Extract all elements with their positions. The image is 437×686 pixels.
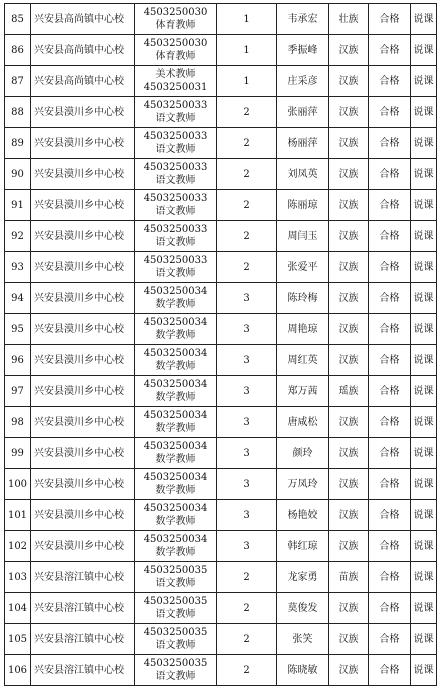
- table-row: [5, 438, 437, 469]
- candidate-name-cell: 陈玲梅: [277, 283, 329, 314]
- post-code-line1: 4503250033: [143, 162, 208, 173]
- table-row: [5, 500, 437, 531]
- exam-form-cell: 说课: [411, 469, 437, 500]
- hire-count-cell: 2: [217, 159, 277, 190]
- exam-form-cell: 说课: [411, 128, 437, 159]
- post-code-cell: [135, 159, 217, 190]
- post-code-line2: 体育教师: [155, 20, 196, 31]
- school-cell: 兴安县溶江镇中心校: [31, 593, 135, 624]
- result-cell: 合格: [369, 159, 411, 190]
- school-cell: 兴安县漠川乡中心校: [31, 407, 135, 438]
- post-code-line2: 数学教师: [155, 485, 196, 496]
- ethnicity-cell: 汉族: [329, 283, 369, 314]
- post-code-line2: 体育教师: [155, 51, 196, 62]
- result-cell: 合格: [369, 97, 411, 128]
- hire-count-cell: 2: [217, 562, 277, 593]
- exam-form-cell: 说课: [411, 593, 437, 624]
- post-code-cell: [135, 97, 217, 128]
- table-row: [5, 531, 437, 562]
- post-code-line2: 语文教师: [155, 578, 196, 589]
- candidate-name-cell: 周艳琼: [277, 314, 329, 345]
- school-cell: 兴安县漠川乡中心校: [31, 531, 135, 562]
- hire-count-cell: 3: [217, 314, 277, 345]
- row-number-cell: 103: [5, 562, 31, 593]
- result-cell: 合格: [369, 562, 411, 593]
- post-code-line2: 数学教师: [155, 361, 196, 372]
- ethnicity-cell: 汉族: [329, 252, 369, 283]
- post-code-line2: 语文教师: [155, 206, 196, 217]
- row-number-cell: 106: [5, 655, 31, 686]
- post-code-line2: 语文教师: [155, 609, 196, 620]
- post-code-line2: 语文教师: [155, 237, 196, 248]
- result-cell: 合格: [369, 469, 411, 500]
- row-number-cell: 98: [5, 407, 31, 438]
- post-code-line2: 语文教师: [155, 640, 196, 651]
- school-cell: 兴安县高尚镇中心校: [31, 35, 135, 66]
- post-code-cell: [135, 407, 217, 438]
- row-number-cell: 87: [5, 66, 31, 97]
- table-row: [5, 624, 437, 655]
- post-code-cell: [135, 345, 217, 376]
- candidate-name-cell: 陈丽琼: [277, 190, 329, 221]
- table-row: [5, 4, 437, 35]
- post-code-cell: [135, 35, 217, 66]
- row-number-cell: 93: [5, 252, 31, 283]
- ethnicity-cell: 汉族: [329, 97, 369, 128]
- exam-form-cell: 说课: [411, 407, 437, 438]
- candidate-name-cell: 张笑: [277, 624, 329, 655]
- result-cell: 合格: [369, 283, 411, 314]
- school-cell: 兴安县漠川乡中心校: [31, 438, 135, 469]
- school-cell: 兴安县漠川乡中心校: [31, 500, 135, 531]
- table-row: [5, 655, 437, 686]
- candidate-name-cell: 唐咸松: [277, 407, 329, 438]
- ethnicity-cell: 壮族: [329, 4, 369, 35]
- post-code-line2: 数学教师: [155, 454, 196, 465]
- exam-form-cell: 说课: [411, 190, 437, 221]
- ethnicity-cell: 汉族: [329, 35, 369, 66]
- hire-count-cell: 3: [217, 500, 277, 531]
- post-code-line1: 美术教师: [155, 69, 196, 80]
- table-row: [5, 407, 437, 438]
- school-cell: 兴安县漠川乡中心校: [31, 190, 135, 221]
- ethnicity-cell: 汉族: [329, 469, 369, 500]
- post-code-line2: 语文教师: [155, 175, 196, 186]
- post-code-line1: 4503250034: [143, 534, 208, 545]
- post-code-cell: [135, 190, 217, 221]
- candidate-name-cell: 张丽萍: [277, 97, 329, 128]
- exam-form-cell: 说课: [411, 655, 437, 686]
- post-code-line1: 4503250034: [143, 472, 208, 483]
- row-number-cell: 99: [5, 438, 31, 469]
- hire-count-cell: 3: [217, 345, 277, 376]
- post-code-line2: 数学教师: [155, 547, 196, 558]
- post-code-line1: 4503250034: [143, 379, 208, 390]
- result-cell: 合格: [369, 407, 411, 438]
- school-cell: 兴安县漠川乡中心校: [31, 314, 135, 345]
- post-code-cell: [135, 438, 217, 469]
- post-code-line2: 语文教师: [155, 268, 196, 279]
- result-cell: 合格: [369, 252, 411, 283]
- table-body: [5, 4, 437, 686]
- result-cell: 合格: [369, 128, 411, 159]
- candidate-name-cell: 郑万茜: [277, 376, 329, 407]
- ethnicity-cell: 汉族: [329, 500, 369, 531]
- post-code-cell: [135, 314, 217, 345]
- result-cell: 合格: [369, 500, 411, 531]
- candidate-name-cell: 陈晓敏: [277, 655, 329, 686]
- ethnicity-cell: 汉族: [329, 531, 369, 562]
- school-cell: 兴安县漠川乡中心校: [31, 97, 135, 128]
- row-number-cell: 92: [5, 221, 31, 252]
- row-number-cell: 104: [5, 593, 31, 624]
- row-number-cell: 95: [5, 314, 31, 345]
- hire-count-cell: 3: [217, 531, 277, 562]
- hire-count-cell: 3: [217, 469, 277, 500]
- row-number-cell: 102: [5, 531, 31, 562]
- candidate-name-cell: 万凤玲: [277, 469, 329, 500]
- ethnicity-cell: 汉族: [329, 221, 369, 252]
- exam-form-cell: 说课: [411, 438, 437, 469]
- table-row: [5, 376, 437, 407]
- hire-count-cell: 1: [217, 66, 277, 97]
- post-code-cell: [135, 252, 217, 283]
- post-code-cell: [135, 128, 217, 159]
- exam-form-cell: 说课: [411, 500, 437, 531]
- hire-count-cell: 3: [217, 283, 277, 314]
- hire-count-cell: 2: [217, 190, 277, 221]
- post-code-line1: 4503250033: [143, 131, 208, 142]
- candidate-name-cell: 韦承宏: [277, 4, 329, 35]
- ethnicity-cell: 汉族: [329, 345, 369, 376]
- exam-form-cell: 说课: [411, 35, 437, 66]
- exam-form-cell: 说课: [411, 159, 437, 190]
- hire-count-cell: 2: [217, 624, 277, 655]
- candidate-name-cell: 周闫玉: [277, 221, 329, 252]
- exam-form-cell: 说课: [411, 97, 437, 128]
- result-cell: 合格: [369, 314, 411, 345]
- candidate-name-cell: 季振峰: [277, 35, 329, 66]
- post-code-cell: [135, 593, 217, 624]
- hire-count-cell: 3: [217, 438, 277, 469]
- hire-count-cell: 3: [217, 376, 277, 407]
- exam-form-cell: 说课: [411, 562, 437, 593]
- post-code-line2: 数学教师: [155, 423, 196, 434]
- exam-form-cell: 说课: [411, 283, 437, 314]
- school-cell: 兴安县漠川乡中心校: [31, 283, 135, 314]
- table-row: [5, 252, 437, 283]
- candidate-name-cell: 周红英: [277, 345, 329, 376]
- row-number-cell: 85: [5, 4, 31, 35]
- row-number-cell: 90: [5, 159, 31, 190]
- result-cell: 合格: [369, 655, 411, 686]
- hire-count-cell: 2: [217, 655, 277, 686]
- exam-form-cell: 说课: [411, 4, 437, 35]
- post-code-cell: [135, 376, 217, 407]
- table-row: [5, 283, 437, 314]
- table-row: [5, 562, 437, 593]
- post-code-line1: 4503250034: [143, 441, 208, 452]
- post-code-line1: 4503250034: [143, 348, 208, 359]
- result-cell: 合格: [369, 345, 411, 376]
- exam-form-cell: 说课: [411, 314, 437, 345]
- row-number-cell: 91: [5, 190, 31, 221]
- table-row: [5, 97, 437, 128]
- result-cell: 合格: [369, 190, 411, 221]
- ethnicity-cell: 汉族: [329, 159, 369, 190]
- post-code-line2: 数学教师: [155, 392, 196, 403]
- post-code-line1: 4503250033: [143, 100, 208, 111]
- post-code-cell: [135, 66, 217, 97]
- row-number-cell: 94: [5, 283, 31, 314]
- school-cell: 兴安县溶江镇中心校: [31, 624, 135, 655]
- result-cell: 合格: [369, 624, 411, 655]
- table-row: [5, 159, 437, 190]
- post-code-cell: [135, 4, 217, 35]
- table-row: [5, 593, 437, 624]
- post-code-line2: 4503250031: [143, 82, 208, 93]
- school-cell: 兴安县漠川乡中心校: [31, 345, 135, 376]
- candidate-name-cell: 颜玲: [277, 438, 329, 469]
- result-cell: 合格: [369, 438, 411, 469]
- hire-count-cell: 1: [217, 35, 277, 66]
- post-code-line2: 数学教师: [155, 299, 196, 310]
- table-row: [5, 469, 437, 500]
- ethnicity-cell: 汉族: [329, 314, 369, 345]
- result-cell: 合格: [369, 35, 411, 66]
- ethnicity-cell: 汉族: [329, 190, 369, 221]
- post-code-line1: 4503250033: [143, 224, 208, 235]
- row-number-cell: 105: [5, 624, 31, 655]
- school-cell: 兴安县漠川乡中心校: [31, 252, 135, 283]
- school-cell: 兴安县漠川乡中心校: [31, 221, 135, 252]
- post-code-line1: 4503250033: [143, 255, 208, 266]
- post-code-line1: 4503250035: [143, 627, 208, 638]
- hire-count-cell: 2: [217, 252, 277, 283]
- ethnicity-cell: 汉族: [329, 66, 369, 97]
- post-code-line1: 4503250035: [143, 658, 208, 669]
- candidate-name-cell: 杨丽萍: [277, 128, 329, 159]
- results-table: [4, 3, 437, 686]
- hire-count-cell: 2: [217, 97, 277, 128]
- ethnicity-cell: 汉族: [329, 407, 369, 438]
- row-number-cell: 97: [5, 376, 31, 407]
- post-code-cell: [135, 469, 217, 500]
- school-cell: 兴安县高尚镇中心校: [31, 66, 135, 97]
- table-row: [5, 35, 437, 66]
- school-cell: 兴安县漠川乡中心校: [31, 469, 135, 500]
- post-code-line2: 数学教师: [155, 516, 196, 527]
- row-number-cell: 96: [5, 345, 31, 376]
- table-row: [5, 314, 437, 345]
- post-code-cell: [135, 624, 217, 655]
- post-code-line1: 4503250034: [143, 317, 208, 328]
- post-code-cell: [135, 283, 217, 314]
- ethnicity-cell: 汉族: [329, 128, 369, 159]
- post-code-line2: 语文教师: [155, 113, 196, 124]
- exam-form-cell: 说课: [411, 531, 437, 562]
- school-cell: 兴安县溶江镇中心校: [31, 655, 135, 686]
- candidate-name-cell: 莫俊发: [277, 593, 329, 624]
- candidate-name-cell: 刘凤英: [277, 159, 329, 190]
- school-cell: 兴安县溶江镇中心校: [31, 562, 135, 593]
- post-code-line1: 4503250033: [143, 193, 208, 204]
- candidate-name-cell: 张爱平: [277, 252, 329, 283]
- post-code-line1: 4503250035: [143, 565, 208, 576]
- post-code-line1: 4503250034: [143, 286, 208, 297]
- school-cell: 兴安县漠川乡中心校: [31, 159, 135, 190]
- post-code-cell: [135, 221, 217, 252]
- table-row: [5, 345, 437, 376]
- candidate-name-cell: 杨艳姣: [277, 500, 329, 531]
- result-cell: 合格: [369, 66, 411, 97]
- candidate-name-cell: 庄采彦: [277, 66, 329, 97]
- ethnicity-cell: 苗族: [329, 562, 369, 593]
- post-code-line1: 4503250030: [143, 7, 208, 18]
- post-code-cell: [135, 655, 217, 686]
- row-number-cell: 86: [5, 35, 31, 66]
- ethnicity-cell: 瑶族: [329, 376, 369, 407]
- hire-count-cell: 1: [217, 4, 277, 35]
- table-row: [5, 221, 437, 252]
- row-number-cell: 100: [5, 469, 31, 500]
- post-code-line1: 4503250030: [143, 38, 208, 49]
- exam-form-cell: 说课: [411, 345, 437, 376]
- exam-form-cell: 说课: [411, 252, 437, 283]
- ethnicity-cell: 汉族: [329, 438, 369, 469]
- post-code-line1: 4503250034: [143, 410, 208, 421]
- school-cell: 兴安县高尚镇中心校: [31, 4, 135, 35]
- hire-count-cell: 3: [217, 407, 277, 438]
- post-code-line1: 4503250034: [143, 503, 208, 514]
- post-code-line1: 4503250035: [143, 596, 208, 607]
- result-cell: 合格: [369, 4, 411, 35]
- table-row: [5, 128, 437, 159]
- ethnicity-cell: 汉族: [329, 655, 369, 686]
- ethnicity-cell: 汉族: [329, 593, 369, 624]
- school-cell: 兴安县漠川乡中心校: [31, 376, 135, 407]
- row-number-cell: 88: [5, 97, 31, 128]
- result-cell: 合格: [369, 593, 411, 624]
- table-row: [5, 190, 437, 221]
- post-code-cell: [135, 562, 217, 593]
- result-cell: 合格: [369, 221, 411, 252]
- candidate-name-cell: 龙家勇: [277, 562, 329, 593]
- exam-form-cell: 说课: [411, 376, 437, 407]
- post-code-cell: [135, 531, 217, 562]
- exam-form-cell: 说课: [411, 66, 437, 97]
- table-row: [5, 66, 437, 97]
- post-code-line2: 语文教师: [155, 671, 196, 682]
- result-cell: 合格: [369, 376, 411, 407]
- hire-count-cell: 2: [217, 221, 277, 252]
- row-number-cell: 89: [5, 128, 31, 159]
- result-cell: 合格: [369, 531, 411, 562]
- hire-count-cell: 2: [217, 128, 277, 159]
- exam-form-cell: 说课: [411, 221, 437, 252]
- post-code-line2: 数学教师: [155, 330, 196, 341]
- post-code-line2: 语文教师: [155, 144, 196, 155]
- ethnicity-cell: 汉族: [329, 624, 369, 655]
- exam-form-cell: 说课: [411, 624, 437, 655]
- post-code-cell: [135, 500, 217, 531]
- candidate-name-cell: 韩红琼: [277, 531, 329, 562]
- row-number-cell: 101: [5, 500, 31, 531]
- hire-count-cell: 2: [217, 593, 277, 624]
- school-cell: 兴安县漠川乡中心校: [31, 128, 135, 159]
